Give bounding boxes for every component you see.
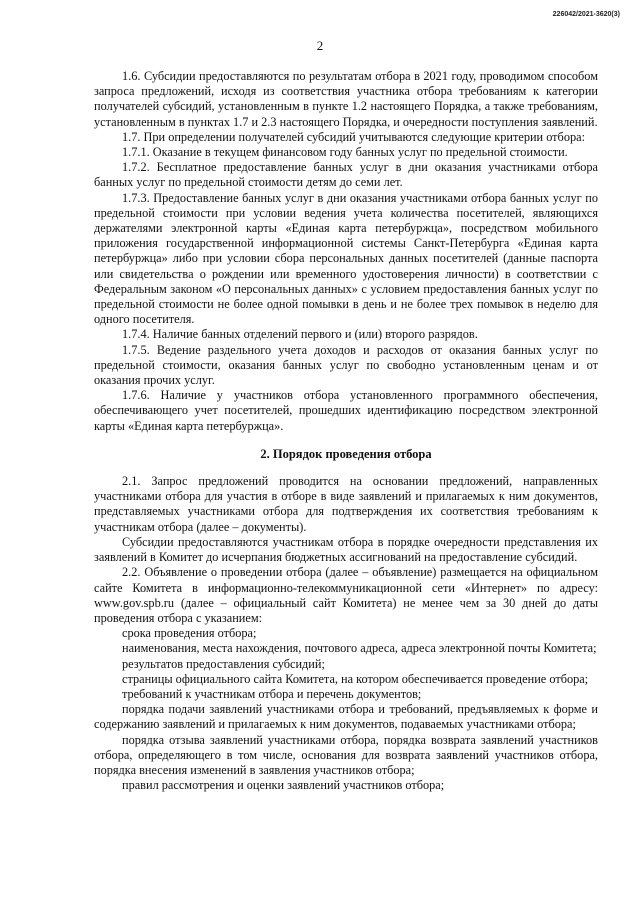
paragraph-1-7-3: 1.7.3. Предоставление банных услуг в дни оказания участниками отбора банных услуг по предельной стоимости при условии ведения учета количества посетителей, являющихся держателями электронной карты «Единая карта петербуржца», посредством мобильного приложения государственной информационной системы Санкт-Петербурга «Единая карта петербуржца» либо при условии сбора персональных данных посетителей (данные паспорта или свидетельства о рождении или временного удостоверения личности) в соответствии с Федеральным законом «О персональных данных» с условием предоставления банных услуг по предельной стоимости не более одной помывки в день и не более трех помывок в неделю для одного посетителя. <box>94 190 598 327</box>
paragraph-1-7-2: 1.7.2. Бесплатное предоставление банных услуг в дни оказания участниками отбора банных услуг по предельной стоимости детям до семи лет. <box>94 160 598 190</box>
list-item-results: результатов предоставления субсидий; <box>122 656 325 671</box>
paragraph-1-7-1: 1.7.1. Оказание в текущем финансовом году банных услуг по предельной стоимости. <box>122 145 568 160</box>
list-item-committee-details: наименования, места нахождения, почтового адреса, адреса электронной почты Комитета; <box>122 641 597 656</box>
page-number: 2 <box>316 38 324 53</box>
list-item-requirements: требований к участникам отбора и перечень документов; <box>122 686 422 701</box>
paragraph-1-7: 1.7. При определении получателей субсидий учитываются следующие критерии отбора: <box>122 129 585 144</box>
document-registration-number: 226042/2021-3620(3) <box>552 11 620 18</box>
list-item-withdrawal-procedure: порядка отзыва заявлений участниками отбора, порядка возврата заявлений участников отбора, определяющего в том числе, основания для возврата заявлений участников отбора, порядка внесения изменений в заявления участников отбора; <box>94 732 598 777</box>
paragraph-1-7-4: 1.7.4. Наличие банных отделений первого и (или) второго разрядов. <box>122 327 478 342</box>
paragraph-1-6: 1.6. Субсидии предоставляются по результатам отбора в 2021 году, проводимом способом запроса предложений, исходя из соответствия участника отбора требованиям к категории получателей субсидий, установленным в пункте 1.2 настоящего Порядка, а также требованиям, установленным в пунктах 1.7 и 2.3 настоящего Порядка, и очередности поступления заявлений. <box>94 69 598 129</box>
paragraph-subsidy-order: Субсидии предоставляются участникам отбора в порядке очередности представления их заявлений в Комитет до исчерпания бюджетных ассигнований на предоставление субсидий. <box>94 534 598 565</box>
paragraph-1-7-5: 1.7.5. Ведение раздельного учета доходов и расходов от оказания банных услуг по предельной стоимости, оказания банных услуг по свободно установленным ценам и от оказания прочих услуг. <box>94 342 598 388</box>
list-item-submission-procedure: порядка подачи заявлений участниками отбора и требований, предъявляемых к форме и содержанию заявлений и прилагаемых к ним документов, подаваемых участниками отбора; <box>94 702 598 732</box>
paragraph-1-7-6: 1.7.6. Наличие у участников отбора установленного программного обеспечения, обеспечивающего учет посетителей, прошедших идентификацию посредством электронной карты «Единая карта петербуржца». <box>94 388 598 433</box>
list-item-review-rules: правил рассмотрения и оценки заявлений участников отбора; <box>122 778 445 793</box>
paragraph-2-1: 2.1. Запрос предложений проводится на основании предложений, направленных участниками отбора для участия в отборе в виде заявлений и прилагаемых к ним документов, представляемых участниками отбора для подтверждения их соответствия требованиям к участникам отбора (далее – документы). <box>94 474 598 534</box>
list-item-website-page: страницы официального сайта Комитета, на котором обеспечивается проведение отбора; <box>122 671 589 686</box>
paragraph-2-2: 2.2. Объявление о проведении отбора (далее – объявление) размещается на официальном сайте Комитета в информационно-телекоммуникационной сети «Интернет» по адресу: www.gov.spb.ru (далее – официальный сайт Комитета) не менее чем за 30 дней до даты проведения отбора с указанием: <box>94 565 598 625</box>
section-heading: 2. Порядок проведения отбора <box>260 446 432 461</box>
list-item-term: срока проведения отбора; <box>122 626 257 641</box>
document-body <box>94 69 598 793</box>
